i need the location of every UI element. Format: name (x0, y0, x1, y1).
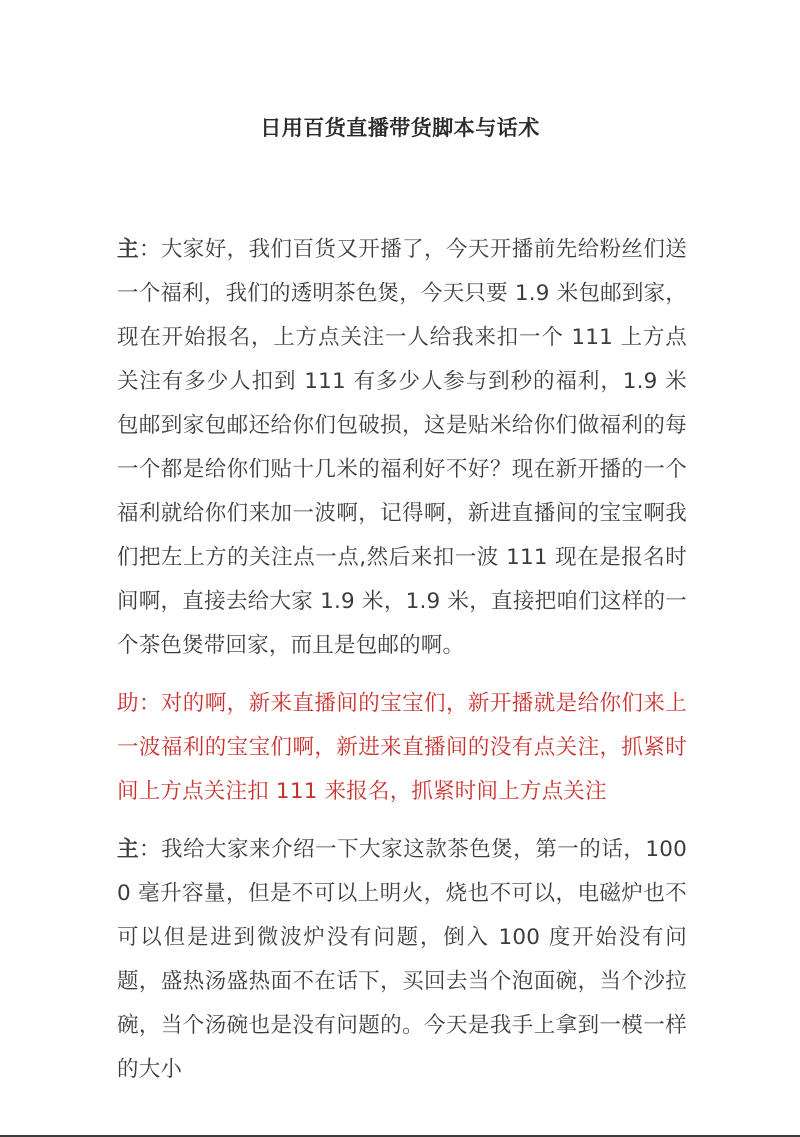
speaker-separator: ： (138, 237, 161, 262)
speaker-label: 主 (117, 237, 139, 262)
paragraph-text: 大家好，我们百货又开播了，今天开播前先给粉丝们送一个福利，我们的透明茶色煲，今天只要 1.9 米包邮到家，现在开始报名，上方点关注一人给我来扣一个 111 上方点关注有多少人扣到 111 有多少人参与到秒的福利，1.9 米包邮到家包邮还给你们包破损，这是贴米给你们做福利的每一个都是给你们贴十几米的福利好不好？现在新开播的一个福利就给你们来加一波啊，记得啊，新进直播间的宝宝啊我们把左上方的关注点一点,然后来扣一波 111 现在是报名时间啊，直接去给大家 1.9 米，1.9 米，直接把咱们这样的一个茶色煲带回家，而且是包邮的啊。 (117, 237, 687, 658)
document-body (117, 228, 687, 1106)
speaker-label: 助 (117, 691, 139, 716)
paragraph-text: 对的啊，新来直播间的宝宝们，新开播就是给你们来上一波福利的宝宝们啊，新进来直播间的没有点关注，抓紧时间上方点关注扣 111 来报名，抓紧时间上方点关注 (117, 691, 687, 804)
paragraph-main-1 (117, 228, 687, 668)
page-title: 日用百货直播带货脚本与话术 (260, 116, 540, 140)
paragraph-main-2 (117, 828, 687, 1092)
paragraph-assistant-1 (117, 682, 687, 814)
speaker-separator: ： (138, 691, 161, 716)
speaker-separator: ： (139, 837, 162, 862)
paragraph-text: 我给大家来介绍一下大家这款茶色煲，第一的话，1000 毫升容量，但是不可以上明火，烧也不可以，电磁炉也不可以但是进到微波炉没有问题，倒入 100 度开始没有问题，盛热汤盛热面不在话下，买回去当个泡面碗，当个沙拉碗，当个汤碗也是没有问题的。今天是我手上拿到一模一样的大小 (117, 837, 687, 1082)
speaker-label: 主 (117, 837, 140, 862)
